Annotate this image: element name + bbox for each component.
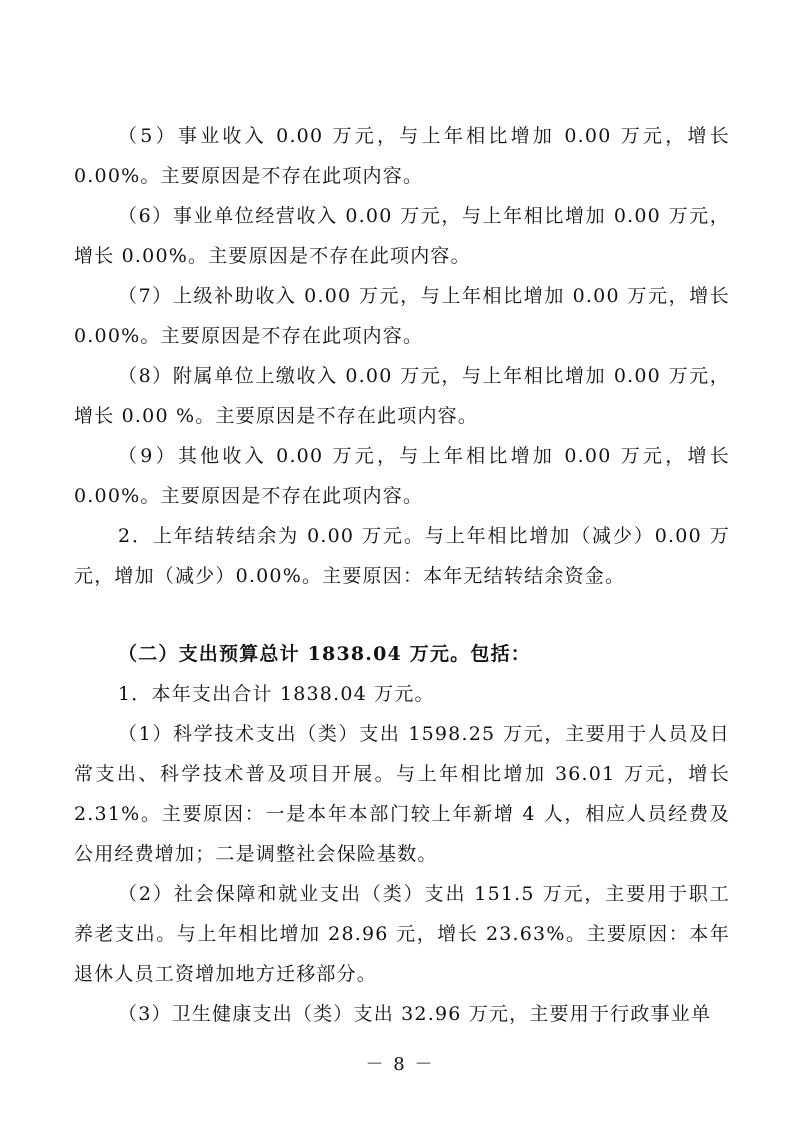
section-heading-expenditure: （二）支出预算总计 1838.04 万元。包括： bbox=[118, 643, 531, 665]
page-number: － 8 － bbox=[365, 1054, 435, 1075]
paragraph-carryover: 2．上年结转结余为 0.00 万元。与上年相比增加（减少）0.00 万元，增加（减少）0.00%。主要原因：本年无结转结余资金。 bbox=[74, 525, 730, 587]
paragraph-expenditure-3: （3）卫生健康支出（类）支出 32.96 万元，主要用于行政事业单 bbox=[118, 1003, 712, 1025]
paragraph-income-6: （6）事业单位经营收入 0.00 万元，与上年相比增加 0.00 万元，增长 0.00%。主要原因是不存在此项内容。 bbox=[74, 205, 730, 267]
paragraph-income-5: （5）事业收入 0.00 万元，与上年相比增加 0.00 万元，增长 0.00%。主要原因是不存在此项内容。 bbox=[74, 125, 730, 187]
document-body bbox=[74, 116, 730, 1034]
paragraph-income-7: （7）上级补助收入 0.00 万元，与上年相比增加 0.00 万元，增长 0.00%。主要原因是不存在此项内容。 bbox=[74, 285, 730, 347]
paragraph-income-9: （9）其他收入 0.00 万元，与上年相比增加 0.00 万元，增长 0.00%。主要原因是不存在此项内容。 bbox=[74, 445, 730, 507]
paragraph-expenditure-2: （2）社会保障和就业支出（类）支出 151.5 万元，主要用于职工养老支出。与上年相比增加 28.96 元，增长 23.63%。主要原因：本年退休人员工资增加地方迁移部分。 bbox=[74, 883, 730, 985]
paragraph-expenditure-total: 1．本年支出合计 1838.04 万元。 bbox=[118, 683, 435, 705]
paragraph-income-8: （8）附属单位上缴收入 0.00 万元，与上年相比增加 0.00 万元，增长 0.00 %。主要原因是不存在此项内容。 bbox=[74, 365, 730, 427]
paragraph-expenditure-1: （1）科学技术支出（类）支出 1598.25 万元，主要用于人员及日常支出、科学技术普及项目开展。与上年相比增加 36.01 万元，增长 2.31%。主要原因：一是本年本部门较上年新增 4 人，相应人员经费及公用经费增加；二是调整社会保险基数。 bbox=[74, 723, 730, 865]
